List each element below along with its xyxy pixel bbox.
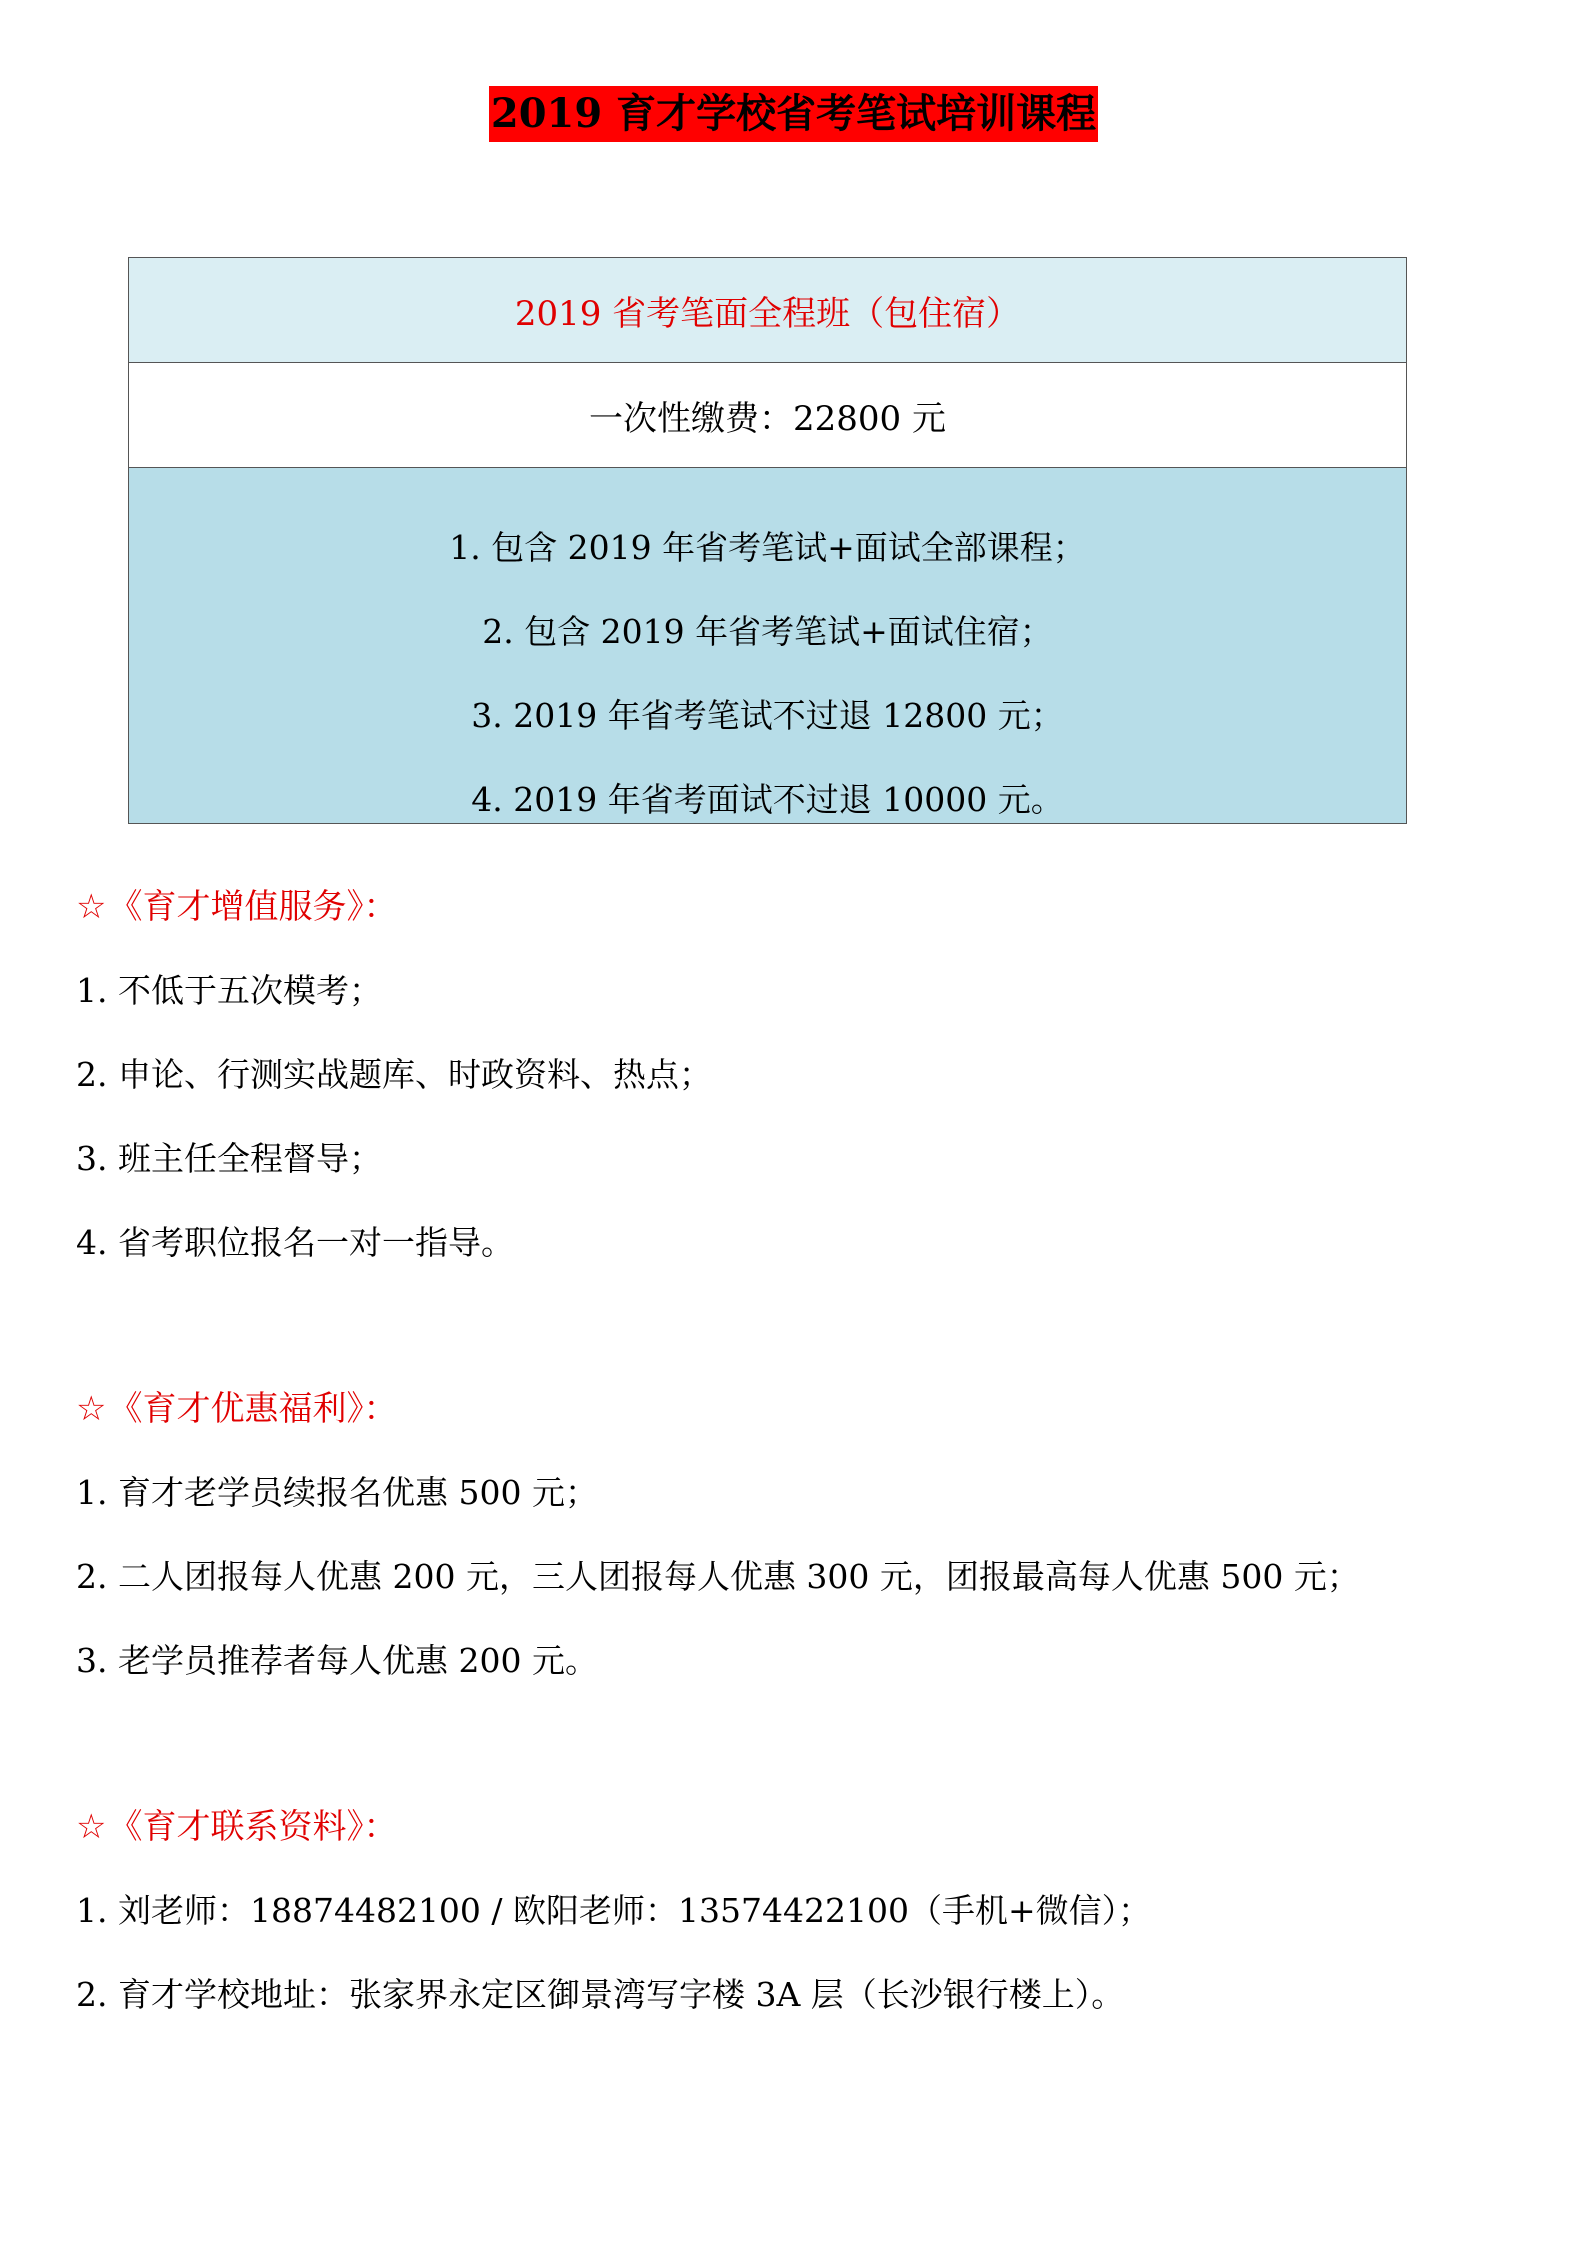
star-icon: ☆: [76, 1807, 107, 1847]
list-item: 2. 育才学校地址：张家界永定区御景湾写字楼 3A 层（长沙银行楼上）。: [76, 1975, 1125, 2014]
section-value-added-services: [76, 882, 1536, 1302]
course-feature-item: 3. 2019 年省考笔试不过退 12800 元；: [471, 696, 1064, 735]
course-feature-item: 4. 2019 年省考面试不过退 10000 元。: [471, 780, 1064, 819]
section-discount-benefits: [76, 1384, 1536, 1720]
list-item: 1. 不低于五次模考；: [76, 971, 382, 1010]
course-name: 2019 省考笔面全程班（包住宿）: [129, 258, 1406, 363]
list-item: 4. 省考职位报名一对一指导。: [76, 1223, 514, 1262]
list-item: 2. 申论、行测实战题库、时政资料、热点；: [76, 1055, 712, 1094]
section-contact-info: [76, 1802, 1536, 2054]
title-wrapper: [0, 86, 1587, 142]
star-icon: ☆: [76, 887, 107, 927]
list-item: 1. 育才老学员续报名优惠 500 元；: [76, 1473, 598, 1512]
star-icon: ☆: [76, 1389, 107, 1429]
page-title: 2019 育才学校省考笔试培训课程: [489, 86, 1098, 142]
section-heading: [76, 882, 1536, 966]
section-heading-text: 《育才优惠福利》：: [108, 1389, 398, 1429]
list-item: 2. 二人团报每人优惠 200 元，三人团报每人优惠 300 元，团报最高每人优惠 500 元；: [76, 1557, 1360, 1596]
section-heading-text: 《育才联系资料》：: [108, 1807, 398, 1847]
section-heading: [76, 1384, 1536, 1468]
list-item: 1. 刘老师：18874482100 / 欧阳老师：13574422100（手机+微信）；: [76, 1891, 1152, 1930]
list-item: 3. 老学员推荐者每人优惠 200 元。: [76, 1641, 598, 1680]
section-heading: [76, 1802, 1536, 1886]
section-heading-text: 《育才增值服务》：: [108, 887, 398, 927]
course-feature-item: 2. 包含 2019 年省考笔试+面试住宿；: [482, 612, 1053, 651]
course-features: [129, 468, 1406, 823]
list-item: 3. 班主任全程督导；: [76, 1139, 382, 1178]
course-feature-item: 1. 包含 2019 年省考笔试+面试全部课程；: [449, 528, 1086, 567]
course-table: [128, 257, 1407, 824]
course-fee: 一次性缴费：22800 元: [129, 363, 1406, 468]
